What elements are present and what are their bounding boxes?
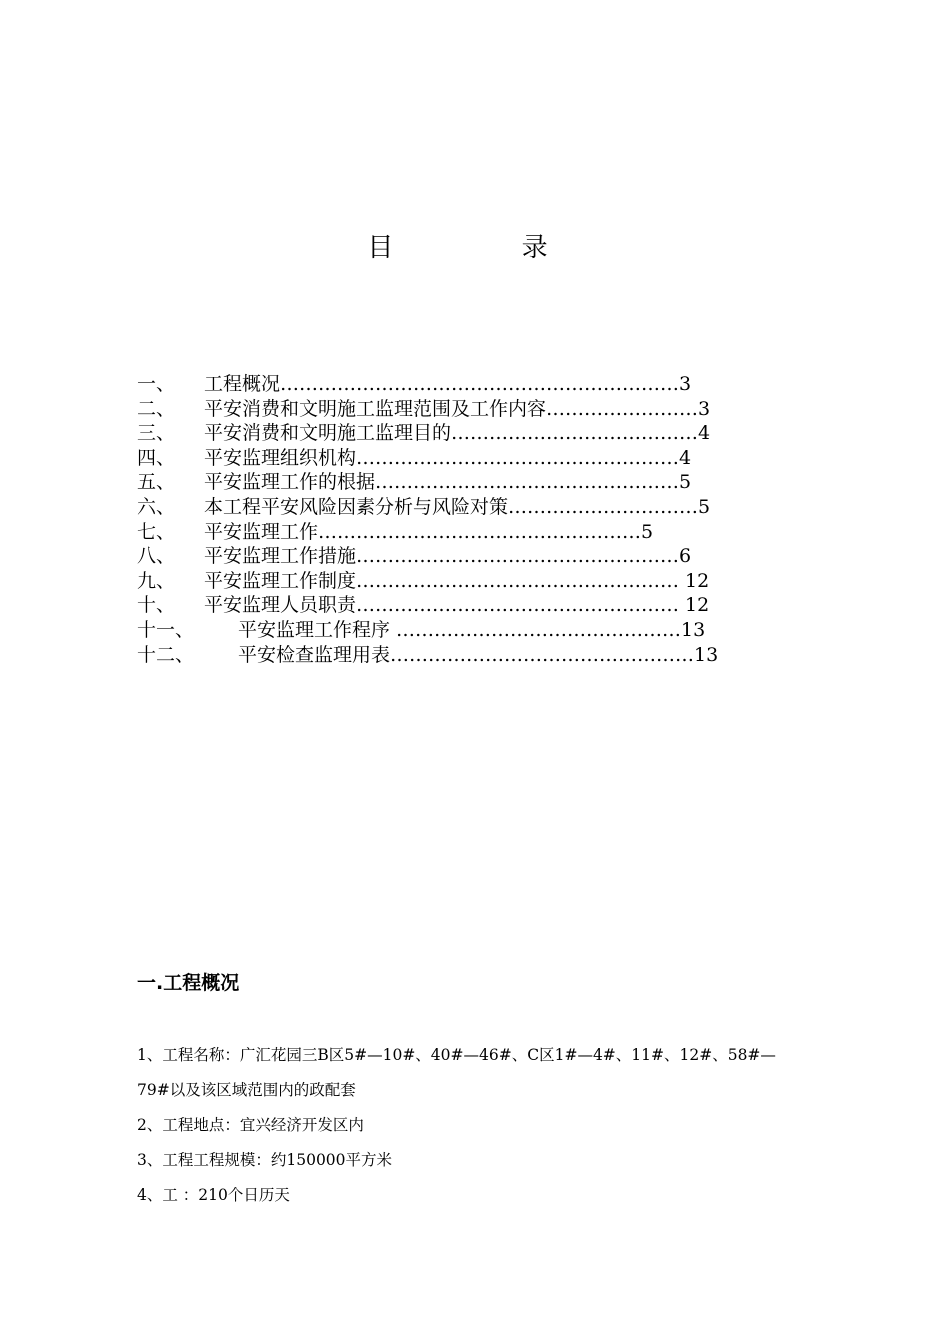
toc-item-text: 平安监理工作的根据…………………………………………5 — [204, 471, 692, 494]
toc-item-text: 平安监理组织机构……………………………………………4 — [204, 446, 692, 469]
toc-item-number: 十一、 — [137, 618, 195, 641]
toc-item-number: 十二、 — [137, 643, 195, 666]
toc-item-number: 一、 — [137, 373, 176, 395]
toc-item-text: 平安监理工作程序 ………………………………………13 — [238, 618, 706, 641]
toc-item-text: 平安检查监理用表…………………………………………13 — [238, 643, 719, 666]
project-name-continuation: 79#以及该区域范围内的政配套 — [137, 1081, 356, 1099]
toc-item-number: 八、 — [137, 545, 176, 568]
toc-item-number: 六、 — [137, 495, 176, 518]
toc-item-7[interactable] — [137, 520, 817, 545]
table-of-contents — [137, 372, 817, 667]
project-location-line: 2、工程地点：宜兴经济开发区内 — [137, 1116, 364, 1134]
toc-item-5[interactable] — [137, 470, 817, 495]
toc-item-number: 三、 — [137, 422, 176, 445]
toc-item-text: 平安监理工作……………………………………………5 — [204, 520, 654, 543]
toc-item-text: 平安监理工作制度…………………………………………… 12 — [204, 569, 710, 592]
toc-item-12[interactable] — [137, 643, 817, 668]
toc-item-text: 平安监理人员职责…………………………………………… 12 — [204, 594, 710, 617]
section-heading: 一.工程概况 — [137, 972, 240, 994]
project-scale-line: 3、工程工程规模：约150000平方米 — [137, 1151, 393, 1169]
toc-item-3[interactable] — [137, 421, 817, 446]
toc-item-number: 二、 — [137, 397, 176, 420]
toc-item-2[interactable] — [137, 397, 817, 422]
toc-item-number: 七、 — [137, 520, 176, 543]
toc-item-4[interactable] — [137, 446, 817, 471]
toc-item-9[interactable] — [137, 569, 817, 594]
toc-item-number: 四、 — [137, 446, 176, 469]
toc-item-11[interactable] — [137, 618, 817, 643]
toc-item-1[interactable] — [137, 372, 817, 397]
toc-item-text: 平安消费和文明施工监理范围及工作内容……………………3 — [204, 397, 711, 420]
toc-item-8[interactable] — [137, 544, 817, 569]
project-info — [137, 1040, 827, 1215]
project-name-line: 1、工程名称：广汇花园三B区5#—10#、40#—46#、C区1#—4#、11#、12#、58#— — [137, 1046, 776, 1064]
toc-item-text: 平安监理工作措施……………………………………………6 — [204, 545, 692, 568]
toc-item-number: 九、 — [137, 569, 176, 592]
page-title: 目 录 — [367, 233, 608, 263]
toc-item-text: 本工程平安风险因素分析与风险对策…………………………5 — [204, 495, 711, 518]
toc-item-text: 平安消费和文明施工监理目的…………………………………4 — [204, 422, 711, 445]
toc-item-10[interactable] — [137, 593, 817, 618]
toc-item-number: 十、 — [137, 594, 176, 617]
toc-item-number: 五、 — [137, 471, 176, 494]
toc-item-6[interactable] — [137, 495, 817, 520]
toc-item-text: 工程概况………………………………………………………3 — [204, 373, 692, 395]
project-duration-line: 4、工 ：210个日历天 — [137, 1186, 290, 1204]
